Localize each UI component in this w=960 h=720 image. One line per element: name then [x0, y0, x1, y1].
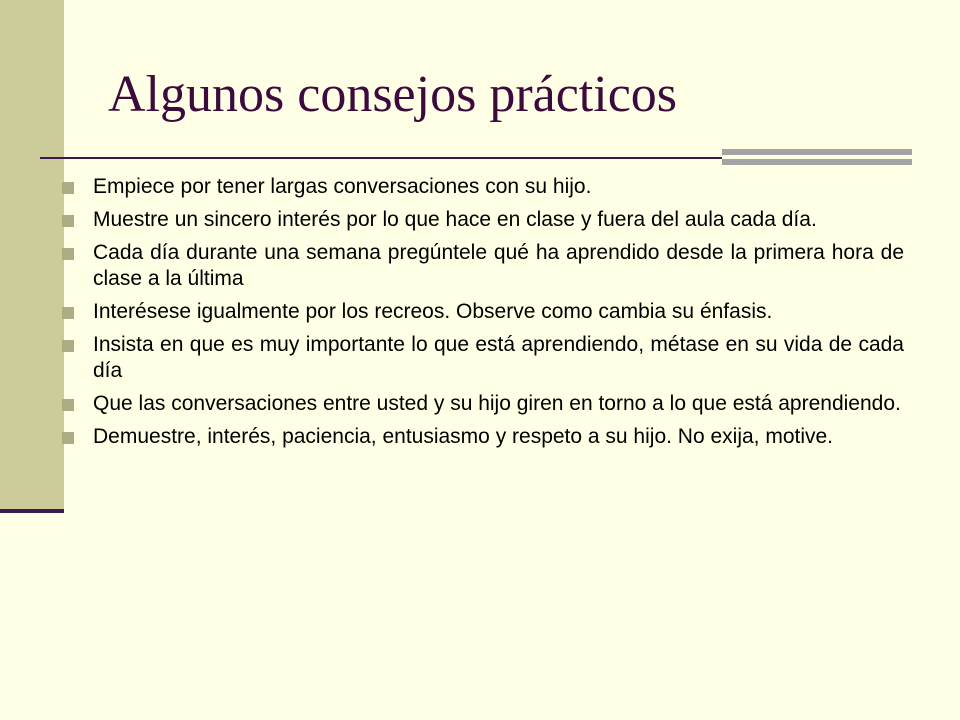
title-accent-stripes — [722, 149, 912, 166]
bullet-item — [62, 391, 904, 417]
bullet-text: Insista en que es muy importante lo que está aprendiendo, métase en su vida de cada día — [93, 333, 904, 382]
square-bullet-icon — [62, 182, 74, 194]
left-decorative-band — [0, 0, 64, 510]
bullet-text: Interésese igualmente por los recreos. Observe como cambia su énfasis. — [93, 300, 773, 323]
bullet-item — [62, 207, 904, 233]
bullet-list — [62, 174, 904, 457]
bullet-item — [62, 299, 904, 325]
square-bullet-icon — [62, 248, 74, 260]
bullet-text: Muestre un sincero interés por lo que hace en clase y fuera del aula cada día. — [93, 208, 817, 231]
bullet-item — [62, 174, 904, 200]
left-band-rule — [0, 509, 64, 513]
square-bullet-icon — [62, 340, 74, 352]
square-bullet-icon — [62, 307, 74, 319]
square-bullet-icon — [62, 399, 74, 411]
bullet-text: Que las conversaciones entre usted y su hijo giren en torno a lo que está aprendiendo. — [93, 392, 901, 415]
bullet-text: Empiece por tener largas conversaciones con su hijo. — [93, 175, 592, 198]
square-bullet-icon — [62, 215, 74, 227]
bullet-item — [62, 332, 904, 384]
slide-title: Algunos consejos prácticos — [108, 66, 678, 123]
bullet-item — [62, 424, 904, 450]
bullet-text: Demuestre, interés, paciencia, entusiasmo y respeto a su hijo. No exija, motive. — [93, 425, 834, 448]
square-bullet-icon — [62, 432, 74, 444]
bullet-item — [62, 240, 904, 292]
bullet-text: Cada día durante una semana pregúntele qué ha aprendido desde la primera hora de clase a la última — [93, 241, 904, 290]
